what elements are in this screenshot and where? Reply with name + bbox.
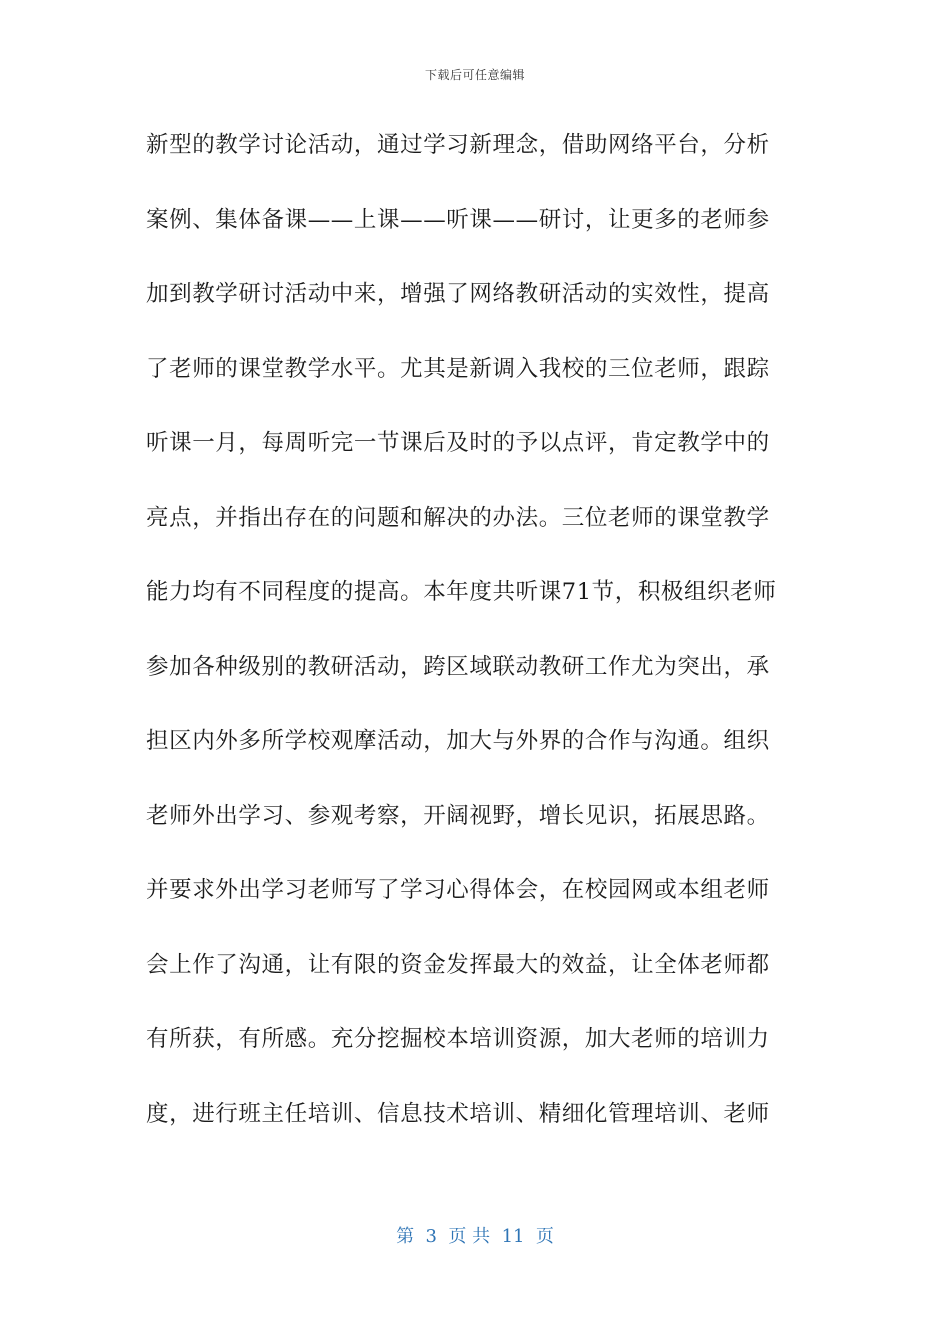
total-pages-number: 11	[501, 1226, 525, 1247]
text-line: 亮点，并指出存在的问题和解决的办法。三位老师的课堂教学	[146, 504, 770, 531]
page-label-mid: 页 共	[436, 1226, 502, 1247]
text-line: 新型的教学讨论活动，通过学习新理念，借助网络平台，分析	[146, 132, 770, 158]
text-line: 度，进行班主任培训、信息技术培训、精细化管理培训、老师	[146, 1100, 770, 1127]
page-header-note: 下载后可任意编辑	[424, 68, 525, 82]
text-line: 案例、集体备课——上课——听课——研讨，让更多的老师参	[146, 206, 770, 233]
text-line: 听课一月，每周听完一节课后及时的予以点评，肯定教学中的	[146, 430, 770, 456]
text-line: 老师外出学习、参观考察，开阔视野，增长见识，拓展思路。	[146, 802, 770, 829]
text-line: 有所获，有所感。充分挖掘校本培训资源，加大老师的培训力	[146, 1026, 770, 1052]
text-line: 了老师的课堂教学水平。尤其是新调入我校的三位老师，跟踪	[146, 355, 770, 382]
text-line: 并要求外出学习老师写了学习心得体会，在校园网或本组老师	[146, 877, 770, 903]
page-number-footer	[0, 1222, 950, 1248]
page-label-prefix: 第	[396, 1226, 426, 1247]
text-line: 会上作了沟通，让有限的资金发挥最大的效益，让全体老师都	[146, 951, 770, 978]
text-line: 能力均有不同程度的提高。本年度共听课71节，积极组织老师	[146, 579, 777, 605]
document-body	[146, 120, 826, 1163]
text-line: 参加各种级别的教研活动，跨区域联动教研工作尤为突出，承	[146, 653, 770, 680]
text-line: 担区内外多所学校观摩活动，加大与外界的合作与沟通。组织	[146, 728, 770, 754]
page-label-suffix: 页	[524, 1226, 554, 1247]
text-line: 加到教学研讨活动中来，增强了网络教研活动的实效性，提高	[146, 281, 770, 307]
current-page-number: 3	[425, 1226, 437, 1247]
